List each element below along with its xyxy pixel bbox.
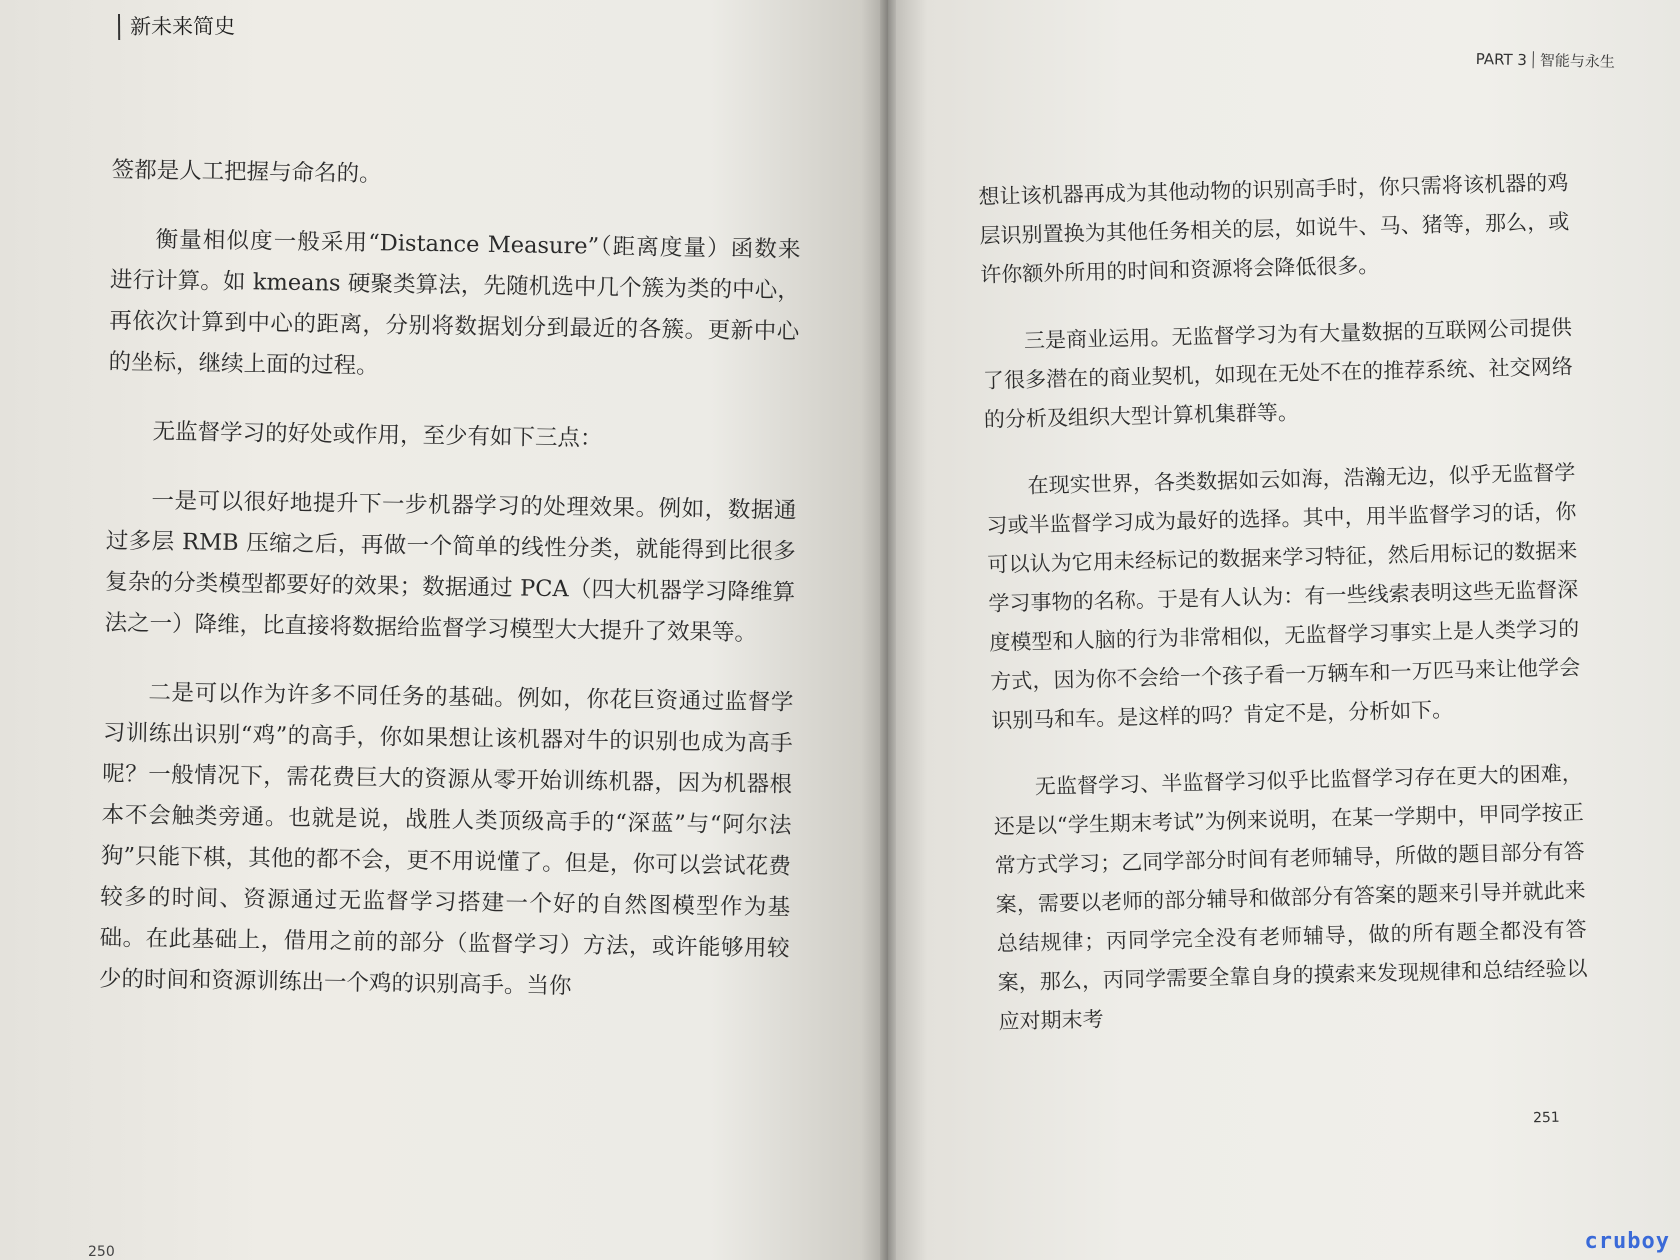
left-paragraph-5: 二是可以作为许多不同任务的基础。例如，你花巨资通过监督学习训练出识别“鸡”的高手，你如果想让该机器对牛的识别也成为高手呢？一般情况下，需花费巨大的资源从零开始训练机器，因为机器根本不会触类旁通。也就是说，战胜人类顶级高手的“深蓝”与“阿尔法狗”只能下棋，其他的都不会，更不用说懂了。但是，你可以尝试花费较多的时间、资源通过无监督学习搭建一个好的自然图模型作为基础。在此基础上，借用之前的部分（监督学习）方法，或许能够用较少的时间和资源训练出一个鸡的识别高手。当你	[98, 679, 794, 1000]
left-paragraph-3: 无监督学习的好处或作用，至少有如下三点：	[152, 418, 603, 452]
running-head-part: PART 3	[1475, 49, 1528, 70]
left-paragraph-1: 签都是人工把握与命名的。	[111, 156, 382, 188]
left-running-head: 新未来简史	[118, 13, 235, 40]
left-page-number: 250	[88, 1244, 115, 1260]
watermark: cruboy	[1584, 1229, 1670, 1254]
right-paragraph-4: 无监督学习、半监督学习似乎比监督学习存在更大的困难，还是以“学生期末考试”为例来说明，在某一学期中，甲同学按正常方式学习；乙同学部分时间有老师辅导，所做的题目部分有答案，需要以老师的部分辅导和做部分有答案的题来引导并就此来总结规律；丙同学完全没有老师辅导，做的所有题全都没有答案，那么，丙同学需要全靠自身的摸索来发现规律和总结经验以应对期末考	[993, 761, 1588, 1034]
left-paragraph-2: 衡量相似度一般采用“Distance Measure”（距离度量）函数来进行计算。如 kmeans 硬聚类算法，先随机选中几个簇为类的中心，再依次计算到中心的距离，分别将数据划分到最近的各簇。更新中心的坐标，继续上面的过程。	[108, 226, 801, 380]
right-paragraph-3: 在现实世界，各类数据如云如海，浩瀚无边，似乎无监督学习或半监督学习成为最好的选择。其中，用半监督学习的话，你可以认为它用未经标记的数据来学习特征，然后用标记的数据来学习事物的名称。于是有人认为：有一些线索表明这些无监督深度模型和人脑的行为非常相似，无监督学习事实上是人类学习的方式，因为你不会给一个孩子看一万辆车和一万匹马来让他学会识别马和车。是这样的吗？肯定不是，分析如下。	[986, 460, 1581, 733]
right-page-body	[978, 164, 1590, 1070]
running-head-title: 智能与永生	[1539, 51, 1616, 71]
right-paragraph-1: 想让该机器再成为其他动物的识别高手时，你只需将该机器的鸡层识别置换为其他任务相关的层，如说牛、马、猪等，那么，或许你额外所用的时间和资源将会降低很多。	[978, 170, 1570, 287]
running-head-divider	[1533, 51, 1534, 68]
right-paragraph-2: 三是商业运用。无监督学习为有大量数据的互联网公司提供了很多潜在的商业契机，如现在无处不在的推荐系统、社交网络的分析及组织大型计算机集群等。	[982, 315, 1574, 432]
right-page-number: 251	[1532, 1109, 1560, 1127]
left-paragraph-4: 一是可以很好地提升下一步机器学习的处理效果。例如，数据通过多层 RMB 压缩之后，再做一个简单的线性分类，就能得到比很多复杂的分类模型都要好的效果；数据通过 PCA（四大机器学习降维算法之一）降维，比直接将数据给监督学习模型大大提升了效果等。	[104, 487, 797, 647]
right-running-head	[1476, 48, 1616, 72]
book-gutter	[880, 0, 896, 1260]
right-page	[888, 0, 1680, 1260]
left-page-body	[98, 150, 802, 1039]
